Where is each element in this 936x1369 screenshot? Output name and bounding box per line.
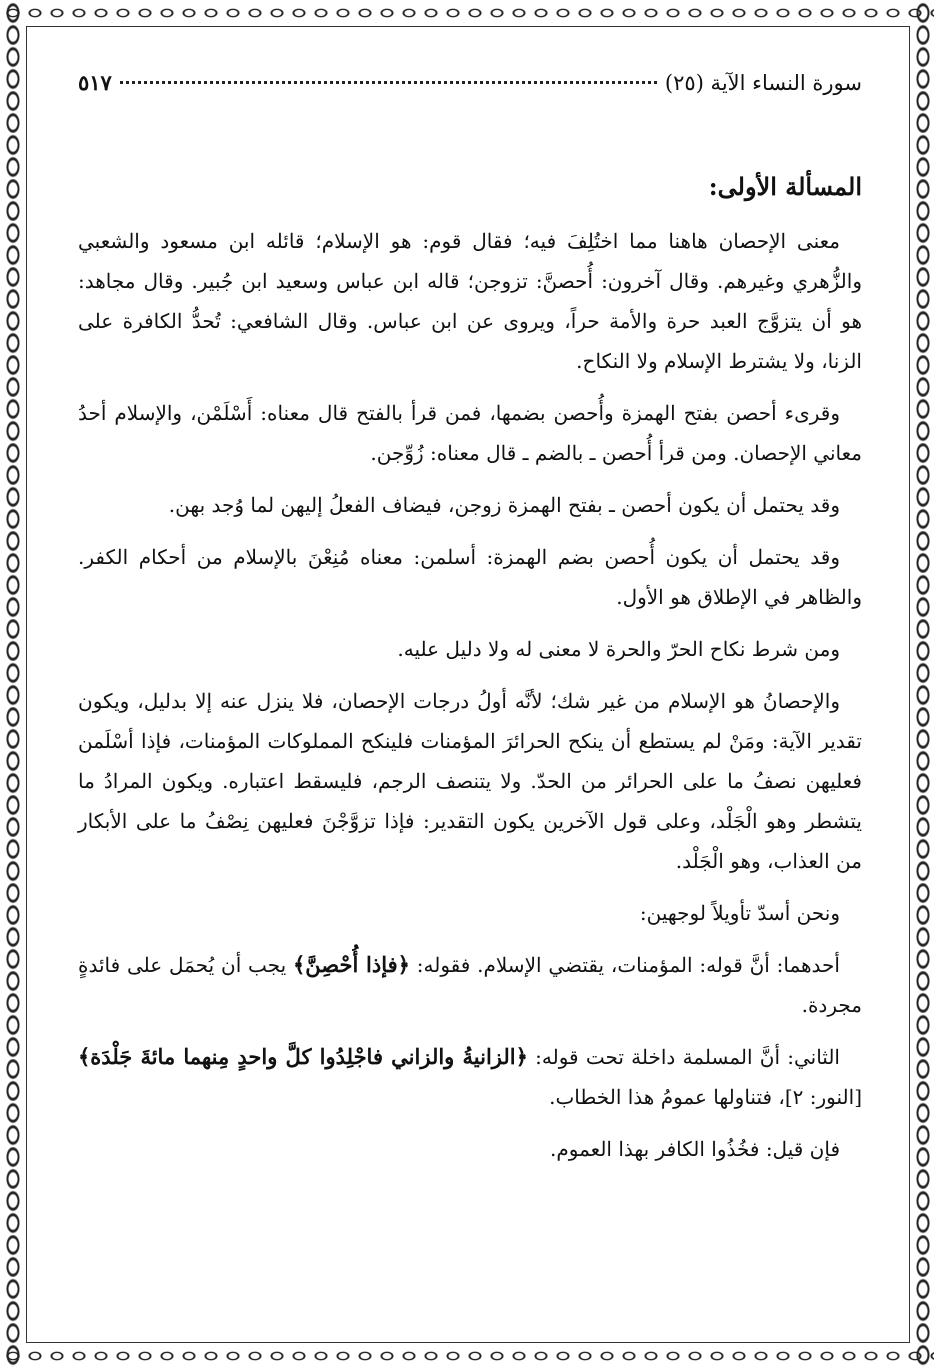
paragraph: وقرىء أحصن بفتح الهمزة وأُحصن بضمها، فمن قرأ بالفتح قال معناه: أَسْلَمْن، والإسلام أحدُ معاني الإحصان. ومن قرأ أُحصن ـ بالضم ـ قال معناه: زُوِّجن. [78,401,862,465]
paragraph: والإحصانُ هو الإسلام من غير شك؛ لأنَّه أولُ درجات الإحصان، فلا ينزل عنه إلا بدليل، ويكون تقدير الآية: ومَنْ لم يستطع أن ينكح الحرائرَ المؤمنات فلينكح المملوكات المؤمنات، فإذا أسْلَمن فعليهن نصفُ ما على الحرائر من الحدّ. ولا يتنصف الرجم، فليسقط اعتباره. ويكون المرادُ ما يتشطر وهو الْجَلْد، وعلى قول الآخرين يكون التقدير: فإذا تزوَّجْنَ فعليهن نِصْفُ ما على الأبكار من العذاب، وهو الْجَلْد. [78,689,862,873]
section-title: المسألة الأولى: [708,172,862,201]
border-chain-left [2,2,24,1367]
reason-two-text: الثاني: أنَّ المسلمة داخلة تحت قوله: [527,1045,840,1069]
running-header [78,70,862,110]
paragraph: ومن شرط نكاح الحرّ والحرة لا معنى له ولا دليل عليه. [397,637,840,661]
page-content [78,70,862,1181]
reason-one-paragraph [78,945,862,1025]
quran-verse: ﴿الزانيةُ والزاني فاجْلِدُوا كلَّ واحدٍ مِنهما مائةَ جَلْدَة﴾ [78,1044,528,1069]
border-chain-bottom [2,1345,934,1367]
paragraph: وقد يحتمل أن يكون أُحصن بضم الهمزة: أسلمن: معناه مُنِعْنَ بالإسلام من أحكام الكفر. والظاهر في الإطلاق هو الأول. [78,545,862,609]
reason-two-paragraph [78,1037,862,1117]
page-number: ٥١٧ [78,70,112,95]
reason-one-text: أحدهما: أنَّ قوله: المؤمنات، يقتضي الإسلام. فقوله: [409,953,840,977]
quran-verse: ﴿فإذا أُحْصِنَّ﴾ [292,952,410,977]
reason-two-text-end: [النور: ٢]، فتناولها عمومُ هذا الخطاب. [549,1085,862,1109]
reason-one-text-end: يجب أن يُحمَل على فائدةٍ مجردة. [78,953,862,1017]
header-dot-leader [120,81,657,84]
border-chain-right [912,2,934,1367]
final-paragraph: فإن قيل: فخُذُوا الكافر بهذا العموم. [550,1137,840,1161]
header-title: سورة النساء الآية (٢٥) [664,71,862,95]
paragraph: معنى الإحصان هاهنا مما اختُلِفَ فيه؛ فقال قوم: هو الإسلام؛ قائله ابن مسعود والشعبي والزُّهري وغيرهم. وقال آخرون: أُحصنَّ: تزوجن؛ قاله ابن عباس وسعيد ابن جُبير. وقال مجاهد: هو أن يتزوَّج العبد حرة والأمة حراً، ويروى عن ابن عباس. وقال الشافعي: تُحدُّ الكافرة على الزنا، ولا يشترط الإسلام ولا النكاح. [78,229,862,373]
paragraph: ونحن أسدّ تأويلاً لوجهين: [639,901,840,925]
paragraph: وقد يحتمل أن يكون أحصن ـ بفتح الهمزة زوجن، فيضاف الفعلُ إليهن لما وُجد بهن. [168,493,840,517]
border-chain-top [2,2,934,24]
